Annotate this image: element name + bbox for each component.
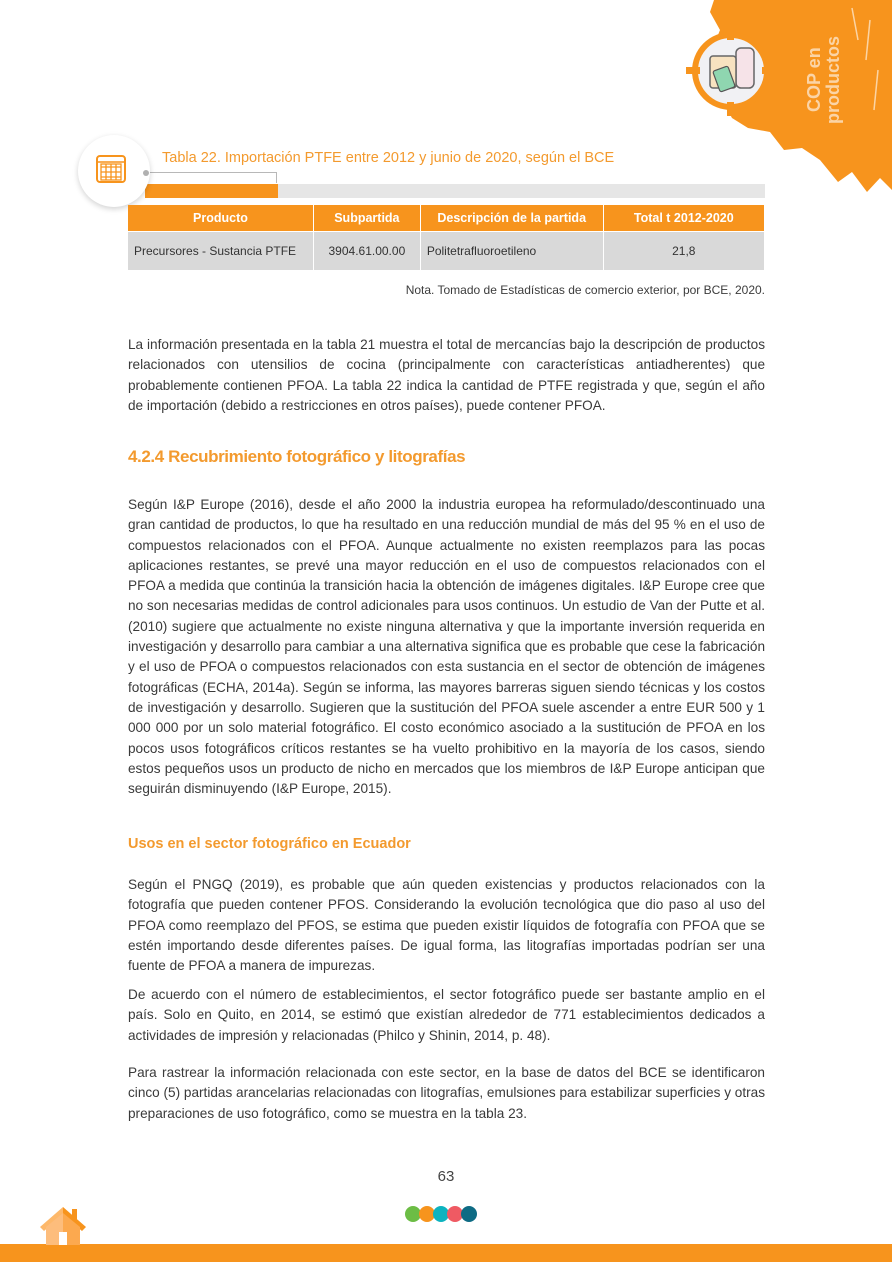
section-heading: 4.2.4 Recubrimiento fotográfico y litografías xyxy=(128,447,466,466)
column-header-descripcion: Descripción de la partida xyxy=(420,205,603,232)
chemical-products-emblem xyxy=(684,24,778,118)
table-title: Tabla 22. Importación PTFE entre 2012 y junio de 2020, según el BCE xyxy=(162,150,615,166)
cell-subpartida: 3904.61.00.00 xyxy=(313,232,420,271)
paragraph-1: La información presentada en la tabla 21 muestra el total de mercancías bajo la descripción de productos relacionados con utensilios de cocina (principalmente con características antiadherentes) que probablemente contienen PFOA. La tabla 22 indica la cantidad de PTFE registrada y que, según el año de importación (debido a restricciones en otros países), puede contener PFOA. xyxy=(128,337,765,413)
cell-total: 21,8 xyxy=(603,232,764,271)
dot-dark-teal xyxy=(461,1206,477,1222)
table-icon xyxy=(95,153,127,185)
paragraph-2: Según I&P Europe (2016), desde el año 2000 la industria europea ha reformulado/descontinuado una gran cantidad de productos, lo que ha resultado en una reducción mundial de más del 95 % en el uso de compuestos relacionados con el PFOA. Aunque actualmente no existen reemplazos para las pocas aplicaciones restantes, se prevé una mayor reducción en el uso de compuestos relacionados con el PFOA a medida que continúa la transición hacia la obtención de imágenes digitales. I&P Europe cree que no son necesarias medidas de control adicionales para usos continuos. Un estudio de Van der Putte et al. (2010) sugiere que actualmente no existe ninguna alternativa y que la importante inversión requerida en investigación y desarrollo para cambiar a una alternativa significa que es probable que cese la fabricación y el uso de PFOA o compuestos relacionados con esta sustancia en el sector de obtención de imágenes fotográficas (ECHA, 2014a). Según se informa, las mayores barreras siguen siendo técnicas y los costos de investigación y desarrollo. Sugieren que la sustitución del PFOA suele ascender a entre EUR 500 y 1 000 000 por un solo material fotográfico. El costo económico asociado a la sustitución de PFOA en los pocos usos fotográficos críticos restantes se ha vuelto prohibitivo en la mayoría de los casos, siendo estos pequeños usos un producto de nicho en mercados que los miembros de I&P Europe anticipan que seguirán disminuyendo (I&P Europe, 2015). xyxy=(128,497,766,797)
side-tab-label: COP en productos xyxy=(804,36,843,124)
column-header-subpartida: Subpartida xyxy=(313,205,420,232)
title-bar-accent xyxy=(145,184,278,198)
subsection-heading: Usos en el sector fotográfico en Ecuador xyxy=(128,836,411,852)
import-table xyxy=(128,205,765,270)
color-dots xyxy=(405,1206,475,1222)
cell-producto: Precursores - Sustancia PTFE xyxy=(128,232,313,271)
paragraph-4: De acuerdo con el número de establecimientos, el sector fotográfico puede ser bastante amplio en el país. Solo en Quito, en 2014, se estimó que existían alrededor de 771 establecimientos dedicados a actividades de impresión y relacionadas (Philco y Shinin, 2014, p. 48). xyxy=(128,987,765,1043)
column-header-total: Total t 2012-2020 xyxy=(603,205,764,232)
paragraph-3: Según el PNGQ (2019), es probable que aún queden existencias y productos relacionados con la fotografía que pueden contener PFOS. Considerando la evolución tecnológica que dio paso al uso del PFOA como reemplazo del PFOS, se estima que pueden existir líquidos de fotografía con PFOA que se estén importando desde diferentes países. De igual forma, las litografías importadas podrían ser una fuente de PFOA a manera de impurezas. xyxy=(128,877,765,974)
home-icon[interactable] xyxy=(38,1205,88,1245)
column-header-producto: Producto xyxy=(128,205,313,232)
page-number: 63 xyxy=(437,1168,455,1185)
table-note: Nota. Tomado de Estadísticas de comercio exterior, por BCE, 2020. xyxy=(405,283,765,297)
connector-dot xyxy=(143,170,149,176)
footer-bar xyxy=(0,1244,892,1262)
paragraph-5: Para rastrear la información relacionada con este sector, en la base de datos del BCE se identificaron cinco (5) partidas arancelarias relacionadas con litografías, emulsiones para estabilizar superficies y otras preparaciones de uso fotográfico, como se muestra en la tabla 23. xyxy=(128,1065,765,1121)
table-row xyxy=(128,232,765,271)
table-header-row xyxy=(128,205,765,232)
connector-line xyxy=(146,172,277,183)
cell-descripcion: Politetrafluoroetileno xyxy=(420,232,603,271)
